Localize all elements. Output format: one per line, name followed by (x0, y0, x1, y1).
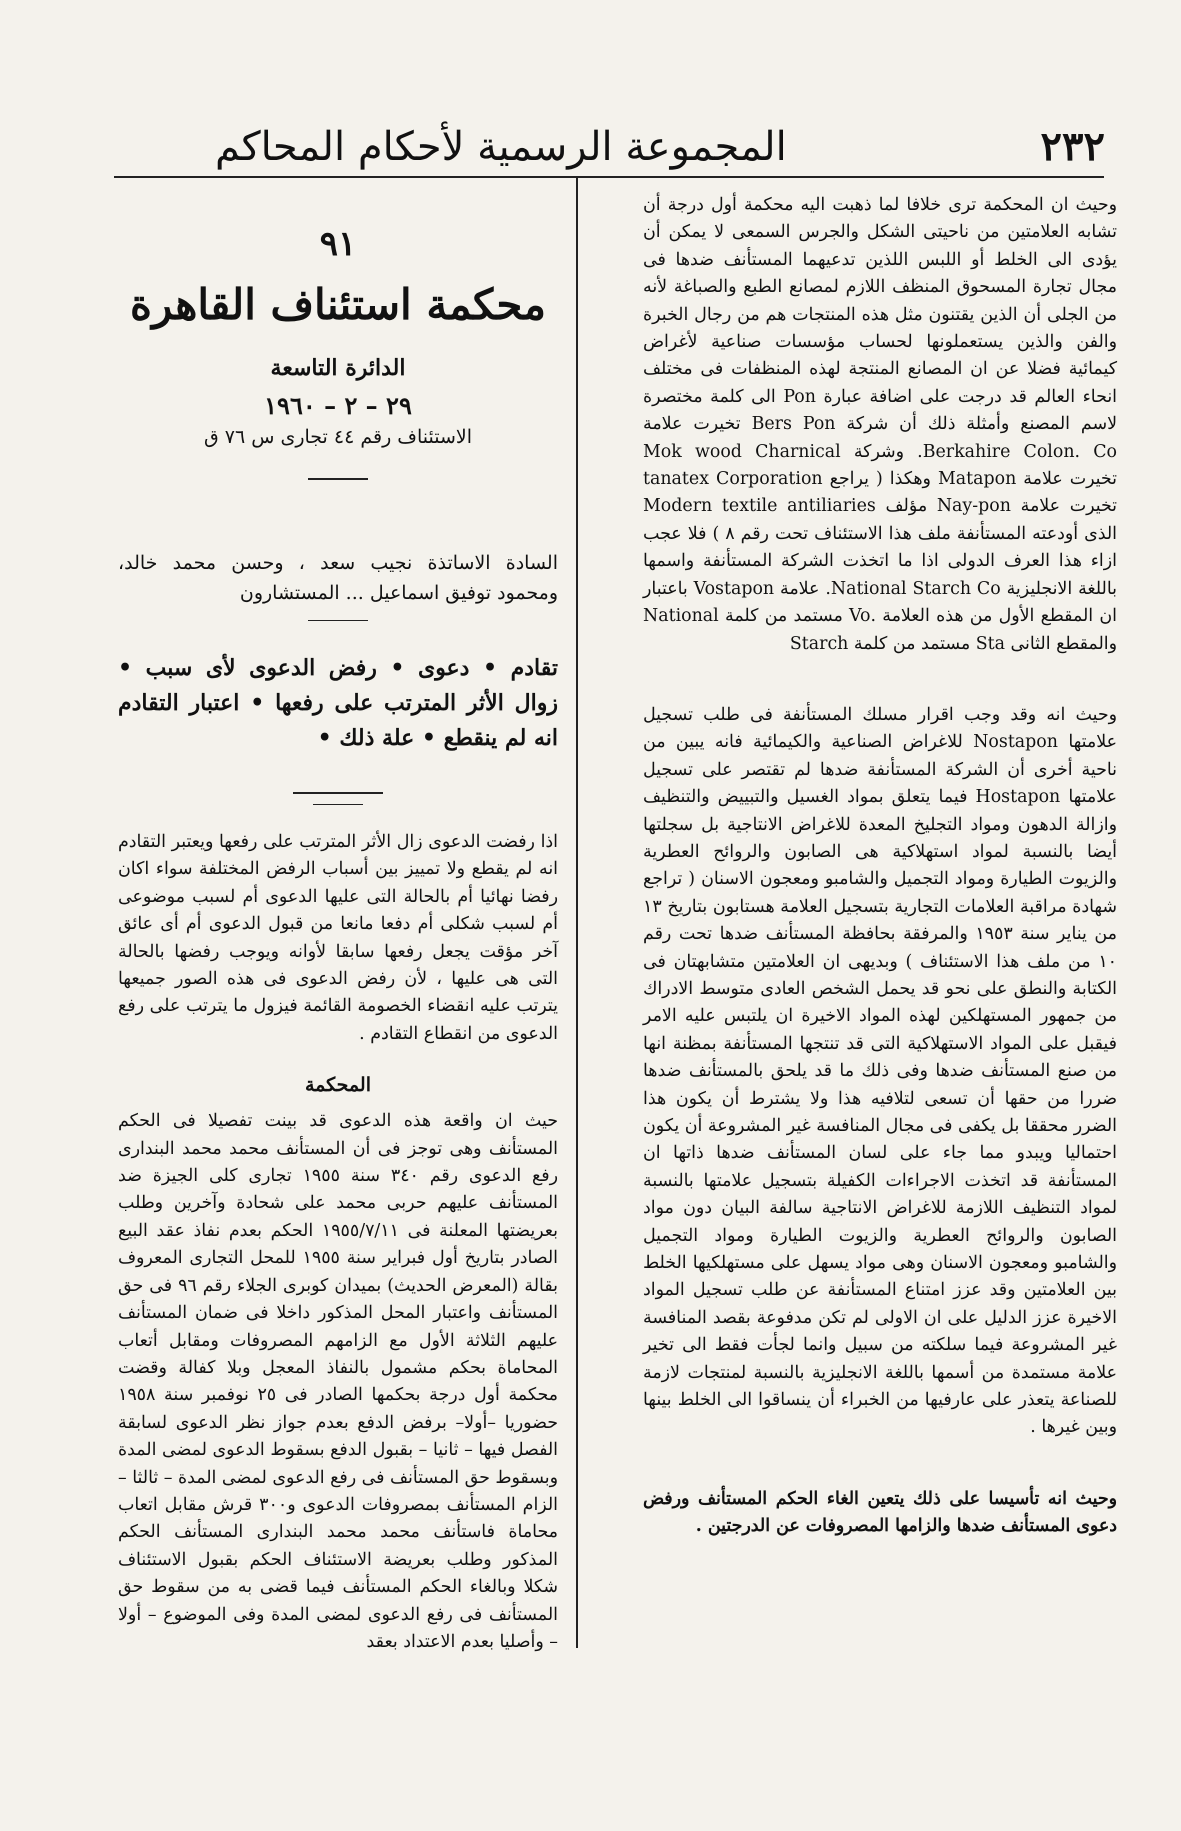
separator-rule (293, 792, 383, 794)
left-column (118, 192, 558, 1662)
separator-rule (313, 804, 363, 806)
separator-rule (308, 620, 368, 622)
judges-panel: السادة الاساتذة نجيب سعد ، وحسن محمد خالد، ومحمود توفيق اسماعيل ... المستشارون (118, 551, 558, 604)
paragraph-registration: وحيث انه وقد وجب اقرار مسلك المستأنفة فى طلب تسجيل علامتها Nostapon للاغراض الصناعية والكيمائية فانه يبين من ناحية أخرى أن الشركة المستأنفة ضدها لم تقتصر على تسجيل علامتها Hostapon فيما يتعلق بمواد الغسيل والتبييض والتنظيف وازالة الدهون ومواد التجليخ المعدة للاغراض الانتاجية بل سجلتها أيضا بالنسبة لمواد استهلاكية هى الصابون والروائح العطرية والزيوت الطيارة ومواد التجميل والشامبو ومعجون الاسنان ( تراجع شهادة مراقبة العلامات التجارية بتسجيل العلامة هستابون بتاريخ ١٣ من يناير سنة ١٩٥٣ والمرفقة بحافظة المستأنف ضدها تحت رقم ١٠ من ملف هذا الاستئناف ) وبديهى ان العلامتين متشابهتان فى الكتابة والنطق على نحو قد يحمل الشخص العادى متوسط الادراك من جمهور المستهلكين لهذه المواد الاخيرة ان يلتبس عليه الامر فيقبل على المواد الاستهلاكية التى قد تنتجها المستأنفة بمظنة انها من صنع المستأنف ضدها وفى ذلك ما قد يلحق بالمستأنف ضدها ضررا من حقها أن تسعى لتلافيه هذا ولا يشترط أن يكون هذا الضرر محققا بل يكفى فى مجال المنافسة غير المشروعة أن يكون احتماليا ويبدو مما جاء على لسان المستأنف ضدها ذاتها ان المستأنفة قد اتخذت الاجراءات الكفيلة بتسجيل علامتها بالنسبة لمواد التنظيف اللازمة للاغراض الانتاجية سالفة البيان دون مواد الصابون والروائح العطرية والزيوت الطيارة ومواد التجميل والشامبو ومعجون الاسنان وهى مواد يسهل على مستهلكيها الخلط بين العلامتين وقد عزز امتناع المستأنفة عن طلب تسجيل المواد الاخيرة عزز الدليل على ان الاولى لم تكن مدفوعة بقصد المنافسة غير المشروعة فيما سلكته من سبيل وانما لجأت فقط الى تخير علامة مستمدة من أسمها باللغة الانجليزية بالنسبة لمنتجات لازمة للصناعة يتعذر على عارفيها من الخبراء أن ينساقوا الى الخلط بينها وبين غيرها . (643, 704, 1117, 1438)
column-divider (576, 178, 578, 1648)
page-number: ٢٣٢ (1040, 123, 1105, 170)
paragraph-trademark-similarity: وحيث ان المحكمة ترى خلافا لما ذهبت اليه محكمة أول درجة أن تشابه العلامتين من ناحيتى الشكل والجرس السمعى لا يمكن أن يؤدى الى الخلط أو اللبس اللذين تدعيهما المستأنف ضدها فى مجال تجارة المسحوق المنظف اللازم لمصانع الطبع والصباغة لأنه من الجلى أن الذين يقتنون مثل هذه المنتجات هم من رجال الخبرة والفن والذين يستعملونها لحساب مؤسسات صناعية لأغراض كيمائية فضلا عن ان المصانع المنتجة لهذه المنظفات فى مختلف انحاء العالم قد درجت على اضافة عبارة Pon الى كلمة مختصرة لاسم المصنع وأمثلة ذلك أن شركة Bers Pon تخيرت علامة Berkahire Colon. Co. وشركة Mok wood Charnical تخيرت علامة Matapon وهكذا ( يراجع tanatex Corporation تخيرت علامة Nay-pon مؤلف Modern textile antiliaries الذى أودعته المستأنفة ملف هذا الاستئناف تحت رقم ٨ ) فلا عجب ازاء هذا العرف الدولى اذا ما اتخذت الشركة المستأنفة واسمها باللغة الانجليزية National Starch Co. علامة Vostapon باعتبار ان المقطع الأول من هذه العلامة .Vo مستمد من كلمة National والمقطع الثانى Sta مستمد من كلمة Starch (643, 195, 1118, 654)
header-rule (114, 176, 1104, 178)
paragraph-conclusion: وحيث انه تأسيسا على ذلك يتعين الغاء الحكم المستأنف ورفض دعوى المستأنف ضدها والزامها المصروفات عن الدرجتين . (643, 1488, 1117, 1537)
appeal-reference: الاستئناف رقم ٤٤ تجارى س ٧٦ ق (203, 426, 473, 448)
right-column (643, 192, 1117, 1662)
separator-rule (308, 478, 368, 480)
circuit-label: الدائرة التاسعة (270, 355, 406, 381)
running-title: المجموعة الرسمية لأحكام المحاكم (215, 124, 787, 170)
court-title: محكمة استئناف القاهرة (130, 280, 546, 329)
case-number: ٩١ (319, 224, 357, 264)
section-heading-court: المحكمة (305, 1074, 371, 1097)
judgment-body: حيث ان واقعة هذه الدعوى قد بينت تفصيلا فى الحكم المستأنف وهى توجز فى أن المستأنف محمد محمد البندارى رفع الدعوى رقم ٣٤٠ سنة ١٩٥٥ تجارى كلى الجيزة ضد المستأنف عليهم حربى محمد على شحادة وآخرين وطلب بعريضتها المعلنة فى ١٩٥٥/٧/١١ الحكم بعدم نفاذ عقد البيع الصادر بتاريخ أول فبراير سنة ١٩٥٥ للمحل التجارى المعروف بقالة (المعرض الحديث) بميدان كوبرى الجلاء رقم ٩٦ فى حق المستأنف واعتبار المحل المذكور داخلا فى ضمان المستأنف عليهم الثلاثة الأول مع الزامهم المصروفات ومقابل أتعاب المحاماة بحكم مشمول بالنفاذ المعجل وبلا كفالة وقضت محكمة أول درجة بحكمها الصادر فى ٢٥ نوفمبر سنة ١٩٥٨ حضوريا –أولا– برفض الدفع بعدم جواز نظر الدعوى لسابقة الفصل فيها – ثانيا – بقبول الدفع بسقوط الدعوى لمضى المدة وبسقوط حق المستأنف فى رفع الدعوى لمضى المدة – ثالثا – الزام المستأنف بمصروفات الدعوى و٣٠٠ قرش مقابل اتعاب محاماة فاستأنف محمد محمد البندارى المستأنف الحكم المذكور وطلب بعريضة الاستئناف الحكم بقبول الاستئناف شكلا وبالغاء الحكم المستأنف فيما قضى به من سقوط حق المستأنف فى رفع الدعوى لمضى المدة وفى الموضوع – أولا – وأصليا بعدم الاعتداد بعقد (118, 1111, 558, 1652)
judgment-date: ٢٩ – ٢ – ١٩٦٠ (264, 391, 412, 420)
page-header (120, 110, 1105, 170)
headnote-keywords: تقادم • دعوى • رفض الدعوى لأى سبب • زوال الأثر المترتب على رفعها • اعتبار التقادم انه لم ينقطع • علة ذلك • (118, 655, 558, 751)
legal-principle: اذا رفضت الدعوى زال الأثر المترتب على رفعها ويعتبر التقادم انه لم يقطع ولا تمييز بين أسباب الرفض المختلفة سواء اكان رفضا نهائيا أم بالحالة التى عليها الدعوى أم لسبب موضوعى أم لسبب شكلى أم دفعا مانعا من قبول الدعوى أم أى عائق آخر مؤقت يجعل رفعها سابقا لأوانه ويوجب رفضها بالحالة التى هى عليها ، لأن رفض الدعوى فى هذه الصور جميعها يترتب عليه انقضاء الخصومة القائمة فيزول ما يترتب على رفع الدعوى من انقطاع التقادم . (118, 832, 558, 1044)
